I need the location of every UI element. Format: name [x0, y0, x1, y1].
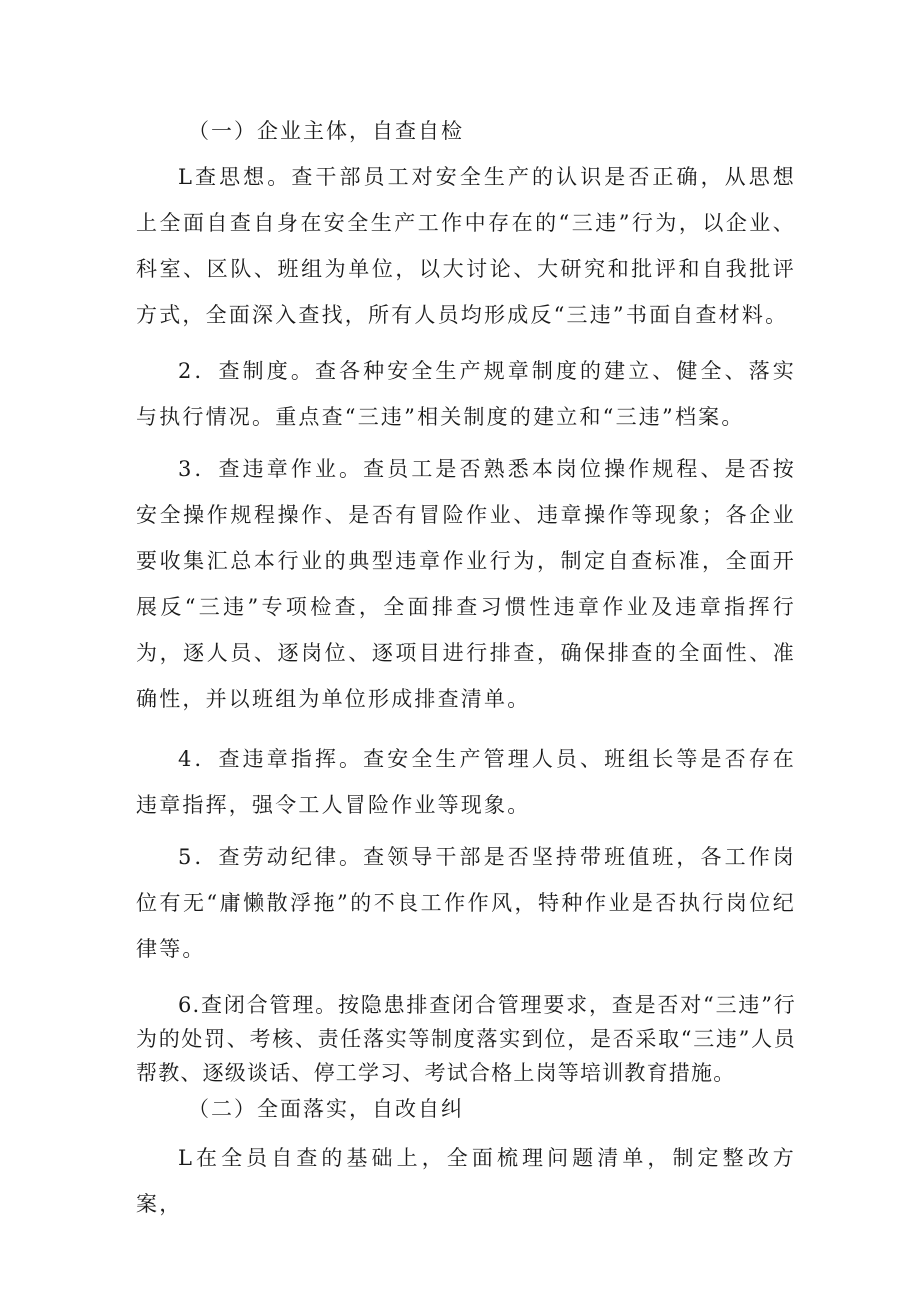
- paragraph-check-closed-loop: 6.查闭合管理。按隐患排查闭合管理要求，查是否对“三违”行为的处罚、考核、责任落实等制度落实到位，是否采取“三违”人员帮教、逐级谈话、停工学习、考试合格上岗等培训教育措施。: [136, 993, 796, 1085]
- paragraph-check-violation-work: 3．查违章作业。查员工是否熟悉本岗位操作规程、是否按安全操作规程操作、是否有冒险作业、违章操作等现象；各企业要收集汇总本行业的典型违章作业行为，制定自查标准，全面开展反“三违”专项检查，全面排查习惯性违章作业及违章指挥行为，逐人员、逐岗位、逐项目进行排查，确保排查的全面性、准确性，并以班组为单位形成排查清单。: [136, 457, 796, 711]
- section-heading-1: （一）企业主体，自查自检: [188, 119, 464, 143]
- paragraph-self-correction: L在全员自查的基础上，全面梳理问题清单，制定整改方案，: [136, 1146, 796, 1216]
- paragraph-check-violation-command: 4．查违章指挥。查安全生产管理人员、班组长等是否存在违章指挥，强令工人冒险作业等现象。: [136, 747, 796, 817]
- paragraph-check-labor-discipline: 5．查劳动纪律。查领导干部是否坚持带班值班，各工作岗位有无“庸懒散浮拖”的不良工作作风，特种作业是否执行岗位纪律等。: [136, 845, 796, 961]
- paragraph-check-system: 2．查制度。查各种安全生产规章制度的建立、健全、落实与执行情况。重点查“三违”相关制度的建立和“三违”档案。: [136, 359, 796, 429]
- section-heading-2: （二）全面落实，自改自纠: [188, 1097, 464, 1121]
- paragraph-check-thinking: L查思想。查干部员工对安全生产的认识是否正确，从思想上全面自查自身在安全生产工作中存在的“三违”行为，以企业、科室、区队、班组为单位，以大讨论、大研究和批评和自我批评方式，全面深入查找，所有人员均形成反“三违”书面自查材料。: [136, 165, 796, 327]
